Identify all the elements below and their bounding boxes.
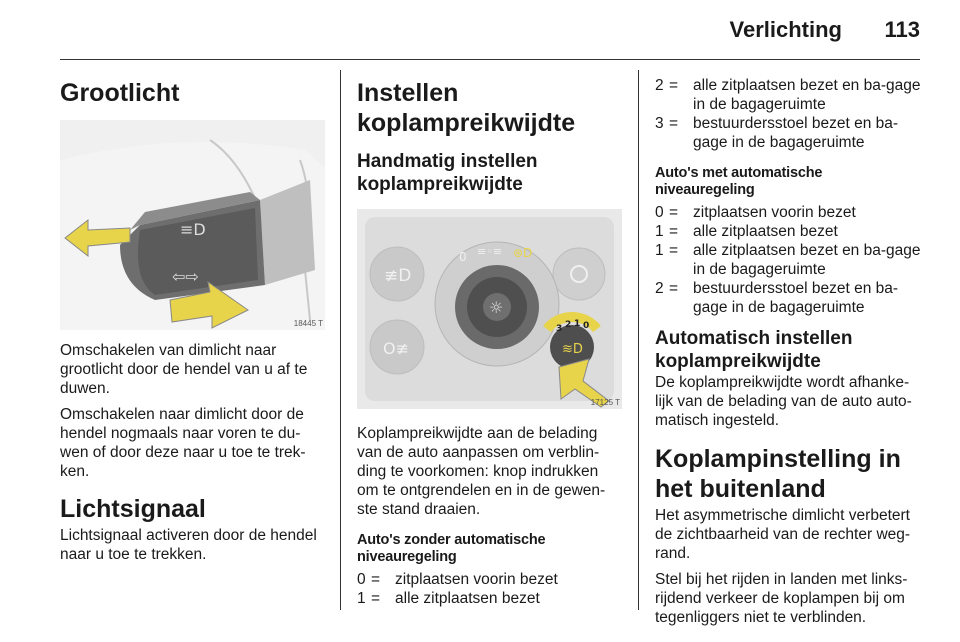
subsection-heading-automatisch: Automatisch instellen koplampreikwijdte: [655, 328, 853, 372]
dial-label: 1: [574, 319, 581, 329]
section-heading-instellen: Instellen koplampreikwijdte: [357, 79, 576, 137]
section-heading-buitenland: Koplampinstelling in het buitenland: [655, 445, 901, 503]
svg-text:≡D: ≡D: [180, 220, 206, 239]
section-heading-lichtsignaal: Lichtsignaal: [60, 495, 206, 523]
header-rule: [60, 59, 920, 60]
page-number: 113: [884, 17, 920, 42]
list-item: 2 = bestuurdersstoel bezet en ba-gage in de bagageruimte: [655, 280, 899, 316]
list-item: 3 = bestuurdersstoel bezet en ba-gage in de bagageruimte: [655, 115, 899, 151]
list-item: 1 = alle zitplaatsen bezet: [655, 223, 838, 240]
svg-text:O≢: O≢: [383, 339, 409, 358]
list-item: 0 = zitplaatsen voorin bezet: [357, 571, 558, 588]
dial-label: 0: [459, 250, 467, 264]
paragraph: Omschakelen van dimlicht naar grootlicht door de hendel van u af te duwen.: [60, 342, 308, 397]
svg-text:≋D: ≋D: [562, 342, 583, 357]
column-3: [655, 72, 923, 627]
light-switch-illustration: [357, 209, 622, 409]
headlight-switch-icon: [357, 209, 622, 409]
dial-label: 0: [583, 321, 590, 331]
section-heading-grootlicht: Grootlicht: [60, 79, 180, 107]
subheading-met-niveauregeling: Auto's met automatische niveauregeling: [655, 165, 823, 198]
list-item: 1 = alle zitplaatsen bezet en ba-gage in de bagageruimte: [655, 242, 921, 278]
dial-label: 2: [565, 320, 572, 330]
svg-text:☼: ☼: [489, 298, 504, 317]
setting-list: [655, 76, 923, 152]
lever-illustration: [60, 120, 325, 330]
paragraph: Koplampreikwijdte aan de belading van de auto aanpassen om verblin-ding te voorkomen: knop indrukken om te ontgrendelen en in de gewen-ste stand draaien.: [357, 425, 606, 518]
list-item: 2 = alle zitplaatsen bezet en ba-gage in de bagageruimte: [655, 77, 921, 113]
subheading-zonder-niveauregeling: Auto's zonder automatische niveauregeling: [357, 532, 546, 565]
list-item: 0 = zitplaatsen voorin bezet: [655, 204, 856, 221]
paragraph: Stel bij het rijden in landen met links-rijdend verkeer de koplampen bij om tegenliggers niet te verblinden.: [655, 571, 908, 626]
dial-label: 3: [556, 324, 563, 334]
subsection-heading-handmatig: Handmatig instellen koplampreikwijdte: [357, 151, 538, 195]
svg-text:⊛D: ⊛D: [513, 246, 533, 260]
svg-text:⇦⇨: ⇦⇨: [172, 267, 199, 286]
column-divider: [340, 70, 341, 610]
setting-list: [357, 570, 622, 608]
figure-code: 17125 T: [590, 398, 620, 407]
paragraph: De koplampreikwijdte wordt afhanke-lijk van de belading van de auto auto-matisch ingesteld.: [655, 374, 912, 429]
turn-signal-lever-icon: [60, 120, 325, 330]
column-1: [60, 72, 325, 564]
svg-text:≡◦≡: ≡◦≡: [477, 245, 502, 258]
paragraph: Omschakelen naar dimlicht door de hendel nogmaals naar voren te du-wen of door deze naar u toe te trek-ken.: [60, 406, 306, 480]
column-divider: [638, 70, 639, 610]
figure-code: 18445 T: [293, 319, 323, 328]
column-2: [357, 72, 622, 608]
chapter-title: Verlichting: [729, 17, 842, 42]
paragraph: Het asymmetrische dimlicht verbetert de zichtbaarheid van de rechter weg-rand.: [655, 507, 911, 562]
list-item: 1 = alle zitplaatsen bezet: [357, 590, 540, 607]
page-header: [0, 0, 960, 60]
paragraph: Lichtsignaal activeren door de hendel naar u toe te trekken.: [60, 527, 317, 563]
svg-text:≢D: ≢D: [384, 266, 412, 286]
setting-list: [655, 203, 923, 317]
